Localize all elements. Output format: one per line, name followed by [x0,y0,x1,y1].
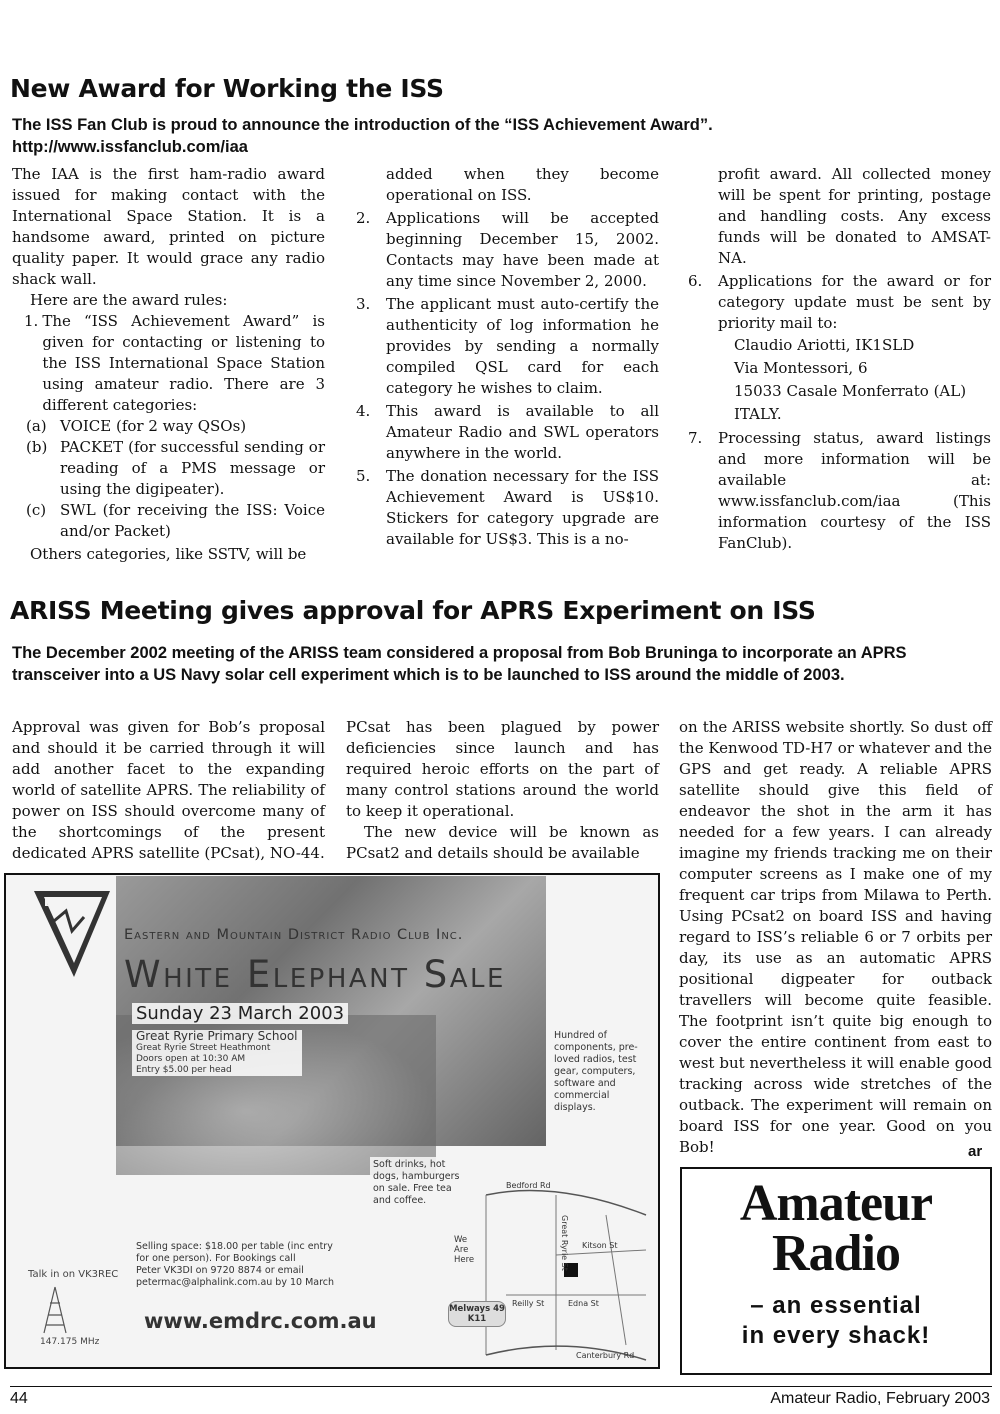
rule-7 [688,428,991,554]
footer-rule [10,1386,992,1387]
category-b [12,437,325,500]
paragraph: Approval was given for Bob’s proposal and should it be carried through it will add another facet to the expanding world of satellite APRS. The reliability of power on ISS should overcome many of the shortcomings of the present dedicated APRS satellite (PCsat), NO-44. [12,718,325,862]
sale-items: Hundred of components, pre-loved radios, test gear, computers, software and commercial displays. [554,1030,654,1114]
paragraph: PCsat has been plagued by power deficiencies since launch and has required heroic efforts on the part of many control stations around the world to keep it operational. [346,718,659,820]
address-line: Via Montessori, 6 [734,359,868,377]
rule-6 [688,271,991,334]
address-line: ITALY. [734,405,782,423]
talk-in: Talk in on VK3REC [28,1269,119,1280]
selling-line: Peter VK3DI on 9720 8874 or email [136,1265,304,1276]
rule-number: 3. [356,295,371,313]
column-continuation: added when they become operational on ISS. [386,165,659,204]
article-signoff: ar [968,1143,983,1160]
category-text: VOICE (for 2 way QSOs) [60,417,247,435]
article2-column-3 [679,717,992,1158]
article2-column-1 [12,717,325,864]
rule-number: 1. [24,312,39,330]
rule-3 [356,294,659,399]
rule-number: 5. [356,467,371,485]
publication-line: Amateur Radio, February 2003 [770,1390,990,1407]
rule-number: 7. [688,429,703,447]
rule-text: The applicant must auto-certify the authenticity of log information he provides by sending a normally compiled QSL card for each category he wishes to claim. [386,295,659,397]
intro-paragraph: The IAA is the first ham-radio award issued for making contact with the International Space Station. It is a handsome award, printed on picture quality paper. It would grace any radio shack wall. [12,165,325,288]
others-categories: Others categories, like SSTV, will be [30,545,307,563]
address-line: 15033 Casale Monferrato (AL) [734,382,967,400]
selling-line: petermac@alphalink.com.au by 10 March [136,1277,335,1288]
lead-url: http://www.issfanclub.com/iaa [12,138,248,156]
page-number: 44 [10,1390,28,1407]
rule-4 [356,401,659,464]
white-elephant-sale-ad [4,873,660,1369]
promo-title-line-1: Amateur [739,1175,933,1232]
we-are-here-label: We Are Here [454,1235,475,1265]
address-line: Claudio Ariotti, IK1SLD [734,336,915,354]
rule-text: The “ISS Achievement Award” is given for contacting or listening to the ISS International Space Station using amateur radio. There are 3 different categories: [42,312,325,414]
sale-venue [132,1030,302,1076]
category-text: PACKET (for successful sending or reading of a PMS message or using the digipeater). [60,438,325,498]
category-letter: (a) [26,417,47,435]
rule-text: The donation necessary for the ISS Achievement Award is US$10. Stickers for category upgrade are available for US$3. This is a no- [386,467,659,548]
rule-number: 6. [688,272,703,290]
radio-tower-icon [40,1285,70,1335]
rule-text: Applications for the award or for category update must be sent by priority mail to: [718,272,991,332]
paragraph: on the ARISS website shortly. So dust off the Kenwood TD-H7 or whatever and the GPS and get ready. A reliable APRS satellite should give this field of endeavor the shot in the arm it has needed for a few years. I can already imagine my friends tracking me on their computer screens as I make one of my frequent car trips from Milawa to Perth. Using PCsat2 on board ISS and having regard to ISS’s reliable 6 or 7 orbits per day, its use as an automatic APRS positional digpeater for outback travellers will become quite feasible. The footprint isn’t quite big enough to cover the entire continent from east to west but nevertheless it will enable good tracking across wide stretches of the outback. The experiment will remain on board ISS for one year. Good on you Bob! [679,718,992,1156]
category-c [12,500,325,542]
selling-line: Selling space: $18.00 per table (inc entry [136,1241,333,1252]
article-lead-iss-award [12,114,992,158]
entry-fee: Entry $5.00 per head [136,1065,232,1075]
article1-column-2 [356,164,659,550]
rule-text: Processing status, award listings and more information will be available at: www.issfanclub.com/iaa (This information courtesy of the ISS FanClub). [718,429,991,552]
rules-intro: Here are the award rules: [30,291,228,309]
rule-number: 4. [356,402,371,420]
talk-in-frequency: 147.175 MHz [40,1337,100,1347]
article1-column-1 [12,164,325,565]
ad-website: www.emdrc.com.au [144,1309,377,1333]
category-letter: (b) [26,438,48,456]
mailing-address [688,334,991,426]
promo-title-line-2: Radio [772,1225,900,1282]
article1-column-3 [688,164,991,554]
rule-text: Applications will be accepted beginning December 15, 2002. Contacts may have been made at any time since November 2, 2000. [386,209,659,290]
promo-tagline-1: – an essential [750,1292,922,1319]
rule-5 [356,466,659,550]
map-roads [446,1175,652,1365]
article-title-ariss-aprs: ARISS Meeting gives approval for APRS Experiment on ISS [10,596,816,625]
map-label: Kitson St [582,1241,618,1250]
column-continuation: profit award. All collected money will be spent for printing, postage and handling costs. Any excess funds will be donated to AMSAT-NA. [718,165,991,267]
map-label: Bedford Rd [506,1181,551,1190]
sale-title: White Elephant Sale [124,953,506,996]
rule-text: This award is available to all Amateur Radio and SWL operators anywhere in the world. [386,402,659,462]
article-title-iss-award: New Award for Working the ISS [10,74,444,103]
promo-tagline-2: in every shack! [741,1322,931,1349]
map-label: Reilly St [512,1299,545,1308]
rule-number: 2. [356,209,371,227]
category-letter: (c) [26,501,47,519]
paragraph: The new device will be known as PCsat2 and details should be available [346,823,659,862]
logo-label: EMDRC [44,896,89,909]
amateur-radio-promo-box [680,1167,992,1375]
emdrc-logo-icon [14,881,114,981]
selling-info [136,1241,334,1289]
article-lead-ariss-aprs: The December 2002 meeting of the ARISS team considered a proposal from Bob Bruninga to incorporate an APRS transceiver into a US Navy solar cell experiment which is to be launched to ISS around the middle of 2003. [12,644,907,684]
doors-time: Doors open at 10:30 AM [136,1054,246,1064]
venue-street: Great Ryrie Street Heathmont [136,1043,271,1053]
venue-name: Great Ryrie Primary School [136,1029,298,1043]
article2-column-2 [346,717,659,864]
lead-text: The ISS Fan Club is proud to announce the introduction of the “ISS Achievement Award”. [12,116,713,134]
map-label: Great Ryrie St [560,1215,569,1271]
selling-line: for one person). For Bookings call [136,1253,296,1264]
map-label: Edna St [568,1299,599,1308]
category-text: SWL (for receiving the ISS: Voice and/or Packet) [60,501,325,540]
sale-date: Sunday 23 March 2003 [132,1003,348,1024]
rule-2 [356,208,659,292]
club-name: Eastern and Mountain District Radio Club Inc. [124,927,464,943]
map-label: Canterbury Rd [576,1351,635,1360]
location-map [446,1175,652,1365]
rule-1 [12,311,325,416]
melways-reference: Melways 49 K11 [448,1301,506,1327]
refreshments: Soft drinks, hot dogs, hamburgers on sale. Free tea and coffee. [370,1157,468,1209]
category-a [12,416,325,437]
